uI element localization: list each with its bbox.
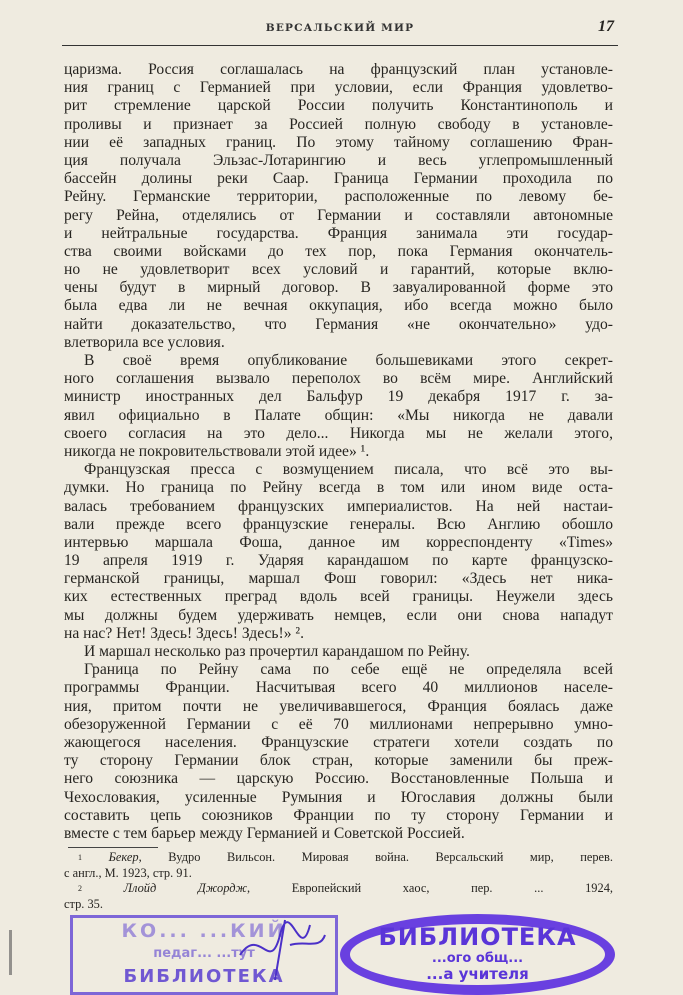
text-line: бассейн долины реки Саар. Граница Германии проходила по bbox=[64, 170, 613, 188]
text-line: влетворила все условия. bbox=[64, 333, 225, 351]
footnote-author: Ллойд Джордж bbox=[123, 881, 248, 895]
text-line: интервью маршала Фоша, данное им корреспонденту «Times» bbox=[64, 533, 613, 551]
text-line: 19 апреля 1919 г. Ударяя карандашом по карте французско- bbox=[64, 552, 613, 570]
footnote-2-line-1 bbox=[64, 881, 613, 897]
stamp-line: ...а учителя bbox=[426, 965, 529, 983]
text-line: него союзника — царскую Россию. Восстановленные Польша и bbox=[64, 770, 613, 788]
footnote-text: , Европейский хаос, пер. ... 1924, bbox=[247, 881, 613, 895]
text-line: рит стремление царской России получить Константинополь и bbox=[64, 97, 613, 115]
text-line: царизма. Россия соглашалась на французский план установле- bbox=[64, 61, 613, 78]
text-line: И маршал несколько раз прочертил карандашом по Рейну. bbox=[84, 643, 470, 660]
text-line: ту сторону Германии блок стран, которые заменили бы преж- bbox=[64, 752, 613, 770]
footnote-text: , Вудро Вильсон. Мировая война. Версальский мир, перев. bbox=[138, 850, 613, 864]
page-header bbox=[62, 20, 618, 40]
footnote-rule bbox=[68, 847, 158, 848]
header-rule bbox=[62, 45, 618, 46]
footnote-1-line-1 bbox=[64, 850, 613, 866]
text-line: нии её западных границ. По этому тайному соглашению Фран- bbox=[64, 133, 613, 151]
running-title: ВЕРСАЛЬСКИЙ МИР bbox=[265, 22, 415, 34]
text-line: ния границ с Германией при условии, если Франция удовлетво- bbox=[64, 79, 613, 97]
text-line: валась требованием французских империалистов. На ней настаи- bbox=[64, 497, 613, 515]
text-line: программы Франции. Насчитывая всего 40 миллионов населе- bbox=[64, 679, 613, 697]
footnote-mark: 2 bbox=[78, 884, 82, 893]
text-line: составить цепь союзников Франции по ту сторону Германии и bbox=[64, 806, 613, 824]
text-line: Рейну. Германские территории, расположенные по левому бе- bbox=[64, 188, 613, 206]
text-line: ция получала Эльзас-Лотарингию и весь углепромышленный bbox=[64, 151, 613, 169]
text-line: Французская пресса с возмущением писала, что всё это вы- bbox=[84, 461, 613, 479]
stamp-line: БИБЛИОТЕКА bbox=[123, 966, 285, 987]
stamp-line: педаг... ...тут bbox=[153, 946, 255, 961]
footnote-1-line-2: с англ., М. 1923, стр. 91. bbox=[64, 865, 192, 880]
text-line: явил официально в Палате общин: «Мы никогда не давали bbox=[64, 406, 613, 424]
text-line: и нейтральные государства. Франция занимала эти государ- bbox=[64, 224, 613, 242]
text-line: обезоруженной Германии с её 70 миллионами непрерывно умно- bbox=[64, 715, 613, 733]
text-line: Граница по Рейну сама по себе ещё не определяла всей bbox=[84, 661, 613, 679]
footnotes bbox=[64, 850, 613, 912]
text-line: В своё время опубликование большевиками этого секрет- bbox=[84, 352, 613, 369]
text-line: была едва ли не вечная оккупация, ибо всегда можно было bbox=[64, 297, 613, 315]
text-line: найти доказательство, что Германия «не окончательно» удо- bbox=[64, 315, 613, 333]
stamp-line: КО... ...КИЙ bbox=[121, 920, 287, 942]
text-line: своего согласия на это дело... Никогда мы не желали этого, bbox=[64, 424, 613, 442]
footnote-mark: 1 bbox=[78, 853, 82, 862]
body-text bbox=[64, 61, 613, 843]
library-stamp-oval bbox=[340, 914, 615, 995]
text-line: ких естественных преград вдоль всей границы. Неужели здесь bbox=[64, 588, 613, 606]
text-line: на нас? Нет! Здесь! Здесь! Здесь!» ². bbox=[64, 624, 305, 642]
text-line: ного соглашения вызвало переполох во всём мире. Английский bbox=[64, 370, 613, 388]
scan-edge-mark bbox=[9, 930, 12, 975]
text-line: германской границы, маршал Фош говорил: «Здесь нет ника- bbox=[64, 570, 613, 588]
stamp-line: БИБЛИОТЕКА bbox=[378, 923, 577, 951]
text-line: никогда не покровительствовали этой идее» ¹. bbox=[64, 442, 370, 460]
text-line: думки. Но граница по Рейну всегда в том или ином виде оста- bbox=[64, 479, 613, 497]
text-line: вместе с тем барьер между Германией и Советской Россией. bbox=[64, 824, 465, 842]
footnote-2-line-2: стр. 35. bbox=[64, 896, 103, 911]
stamp-line: ...ого общ... bbox=[431, 951, 524, 966]
text-line: ния, притом почти не увеличивавшегося, Франция боялась даже bbox=[64, 697, 613, 715]
text-line: чены будут в мирный договор. В завуалированной форме это bbox=[64, 279, 613, 297]
text-line: жающегося населения. Французские стратеги хотели создать по bbox=[64, 733, 613, 751]
text-line: Чехословакия, усиленные Румыния и Югославия должны были bbox=[64, 788, 613, 806]
footnote-author: Бекер bbox=[108, 850, 139, 864]
text-line: вали прежде всего французские генералы. Всю Англию обошло bbox=[64, 515, 613, 533]
text-line: ства своими войсками до тех пор, пока Германия окончатель- bbox=[64, 242, 613, 260]
page-number: 17 bbox=[598, 18, 614, 35]
text-line: регу Рейна, отделялись от Германии и составляли автономные bbox=[64, 206, 613, 224]
text-line: но не удовлетворит всех условий и гарантий, которые вклю- bbox=[64, 261, 613, 279]
text-line: мы должны будем удерживать немцев, если они снова нападут bbox=[64, 606, 613, 624]
handwritten-signature bbox=[230, 915, 330, 985]
text-line: министр иностранных дел Бальфур 19 декабря 1917 г. за- bbox=[64, 388, 613, 406]
text-line: проливы и признает за Россией полную свободу в установле- bbox=[64, 115, 613, 133]
